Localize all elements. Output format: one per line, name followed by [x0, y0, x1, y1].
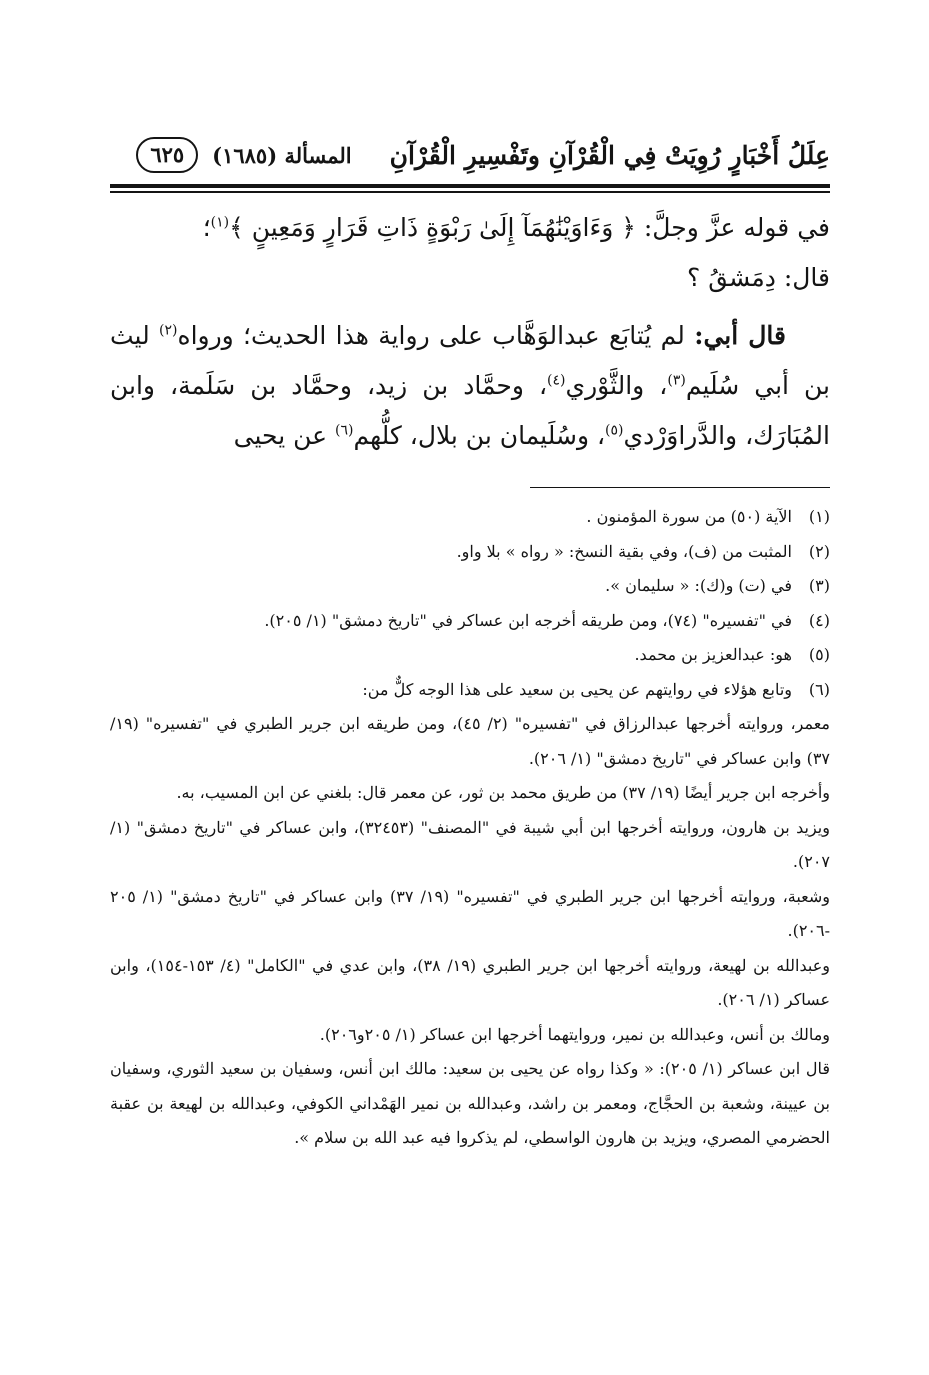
para2-text-5: ، وسُلَيمان بن بلال، كلُّهم — [353, 420, 606, 450]
footnote-ref-6[interactable]: (٦) — [335, 422, 354, 439]
footnote-text: في (ت) و(ك): « سليمان ». — [605, 576, 792, 595]
book-page — [110, 130, 830, 1156]
footnote-ref-2[interactable]: (٢) — [159, 322, 178, 339]
quran-verse: ﴿ وَءَاوَيْنَٰهُمَآ إِلَىٰ رَبْوَةٍ ذَاتِ قَرَارٍ وَمَعِينٍ ﴾ — [229, 212, 636, 242]
paragraph-1 — [110, 203, 830, 253]
para2-text-6: عن يحيى — [233, 420, 335, 450]
footnote-6-para-2: وأخرجه ابن جرير أيضًا (١٩/ ٣٧) من طريق محمد بن ثور، عن معمر قال: بلغني عن ابن المسيب، به. — [176, 783, 830, 802]
para2-text-3: ، والثَّوْري — [565, 370, 668, 400]
footnote-ref-5[interactable]: (٥) — [605, 422, 624, 439]
para2-text-1: لم يُتابَع عبدالوَهَّاب على رواية هذا الحديث؛ ورواه — [177, 320, 695, 350]
page-number-badge: ٦٢٥ — [136, 137, 198, 173]
damascus-question: قال: دِمَشقُ ؟ — [687, 262, 830, 292]
header-rule-thin — [110, 191, 830, 193]
header-rule-thick — [110, 184, 830, 188]
footnote-ref-4[interactable]: (٤) — [547, 372, 566, 389]
footnote-6-para-1: معمر، وروايته أخرجها عبدالرزاق في "تفسيره" (٢/ ٤٥)، ومن طريقه ابن جرير الطبري في "تفسيره" (١٩/ ٣٧) وابن عساكر في "تاريخ دمشق" (١/ ٢٠٦). — [110, 714, 830, 768]
footnote-number: (٦) — [808, 679, 830, 699]
footnote-3 — [110, 569, 830, 604]
footnote-number: (٣) — [808, 576, 830, 595]
verse-end-punct: ؛ — [202, 212, 211, 242]
running-header — [110, 130, 830, 180]
footnote-text: الآية (٥٠) من سورة المؤمنون . — [586, 507, 792, 526]
footnote-6-para-4: وشعبة، وروايته أخرجها ابن جرير الطبري في "تفسيره" (١٩/ ٣٧) وابن عساكر في "تاريخ دمشق" (١/ ٢٠٥ -٢٠٦). — [110, 886, 830, 940]
footnote-6-para-7: قال ابن عساكر (١/ ٢٠٥): « وكذا رواه عن يحيى بن سعيد: مالك ابن أنس، وسفيان بن سعيد الثوري، وسفيان بن عيينة، وشعبة بن الحجَّاج، ومعمر بن راشد، وعبدالله بن نمير الهَمْداني الكوفي، وعبدالله بن لهيعة بن عقبة الحضرمي المصري، ويزيد بن هارون الواسطي، لم يذكروا فيه عبد الله بن سلام ». — [110, 1059, 830, 1147]
header-title: عِلَلُ أَخْبَارٍ رُوِيَتْ فِي الْقُرْآنِ وتَفْسِيرِ الْقُرْآنِ — [389, 140, 830, 170]
verse-intro: في قوله عزَّ وجلَّ: — [635, 212, 830, 242]
footnote-number: (٤) — [808, 610, 830, 630]
footnote-text: وتابع هؤلاء في روايتهم عن يحيى بن سعيد على هذا الوجه كلٌّ من: — [362, 679, 792, 699]
footnote-number: (١) — [808, 507, 830, 526]
footnote-6-para-3: ويزيد بن هارون، وروايته أخرجها ابن أبي شيبة في "المصنف" (٣٢٤٥٣)، وابن عساكر في "تاريخ دمشق" (١/ ٢٠٧). — [110, 817, 830, 871]
paragraph-2 — [110, 311, 830, 461]
footnote-6-para-5: وعبدالله بن لهيعة، وروايته أخرجها ابن جرير الطبري (١٩/ ٣٨)، وابن عدي في "الكامل" (٤/ ١٥٣-١٥٤)، وابن عساكر (١/ ٢٠٦). — [110, 955, 830, 1009]
footnotes — [110, 500, 830, 1156]
footnote-6 — [110, 673, 830, 708]
footnote-separator — [530, 487, 830, 489]
footnote-text: المثبت من (ف)، وفي بقية النسخ: « رواه » بلا واو. — [456, 541, 792, 561]
footnote-text: هو: عبدالعزيز بن محمد. — [634, 645, 792, 664]
footnote-4 — [110, 604, 830, 639]
footnote-ref-1[interactable]: (١) — [210, 214, 230, 231]
footnote-ref-3[interactable]: (٣) — [667, 372, 686, 389]
speaker-label: قال أبي: — [694, 320, 786, 350]
footnote-text: في "تفسيره" (٧٤)، ومن طريقه أخرجه ابن عساكر في "تاريخ دمشق" (١/ ٢٠٥). — [264, 610, 792, 630]
paragraph-1-question — [110, 253, 830, 303]
issue-number: المسألة (١٦٨٥) — [212, 142, 352, 168]
footnote-5 — [110, 638, 830, 673]
para2-text-2: ليث بن أبي سُلَيم — [110, 320, 830, 400]
para2-text-4: ، وحمَّاد بن زيد، وحمَّاد بن سَلَمة، وابن المُبَارَك، والدَّراوَرْدي — [110, 370, 830, 450]
footnote-2 — [110, 535, 830, 570]
footnote-number: (٢) — [808, 541, 830, 561]
footnote-6-para-6: ومالك بن أنس، وعبدالله بن نمير، وروايتهما أخرجها ابن عساكر (١/ ٢٠٥و٢٠٦). — [319, 1024, 830, 1044]
footnote-number: (٥) — [808, 645, 830, 664]
footnote-1 — [110, 500, 830, 535]
main-text — [110, 203, 830, 461]
